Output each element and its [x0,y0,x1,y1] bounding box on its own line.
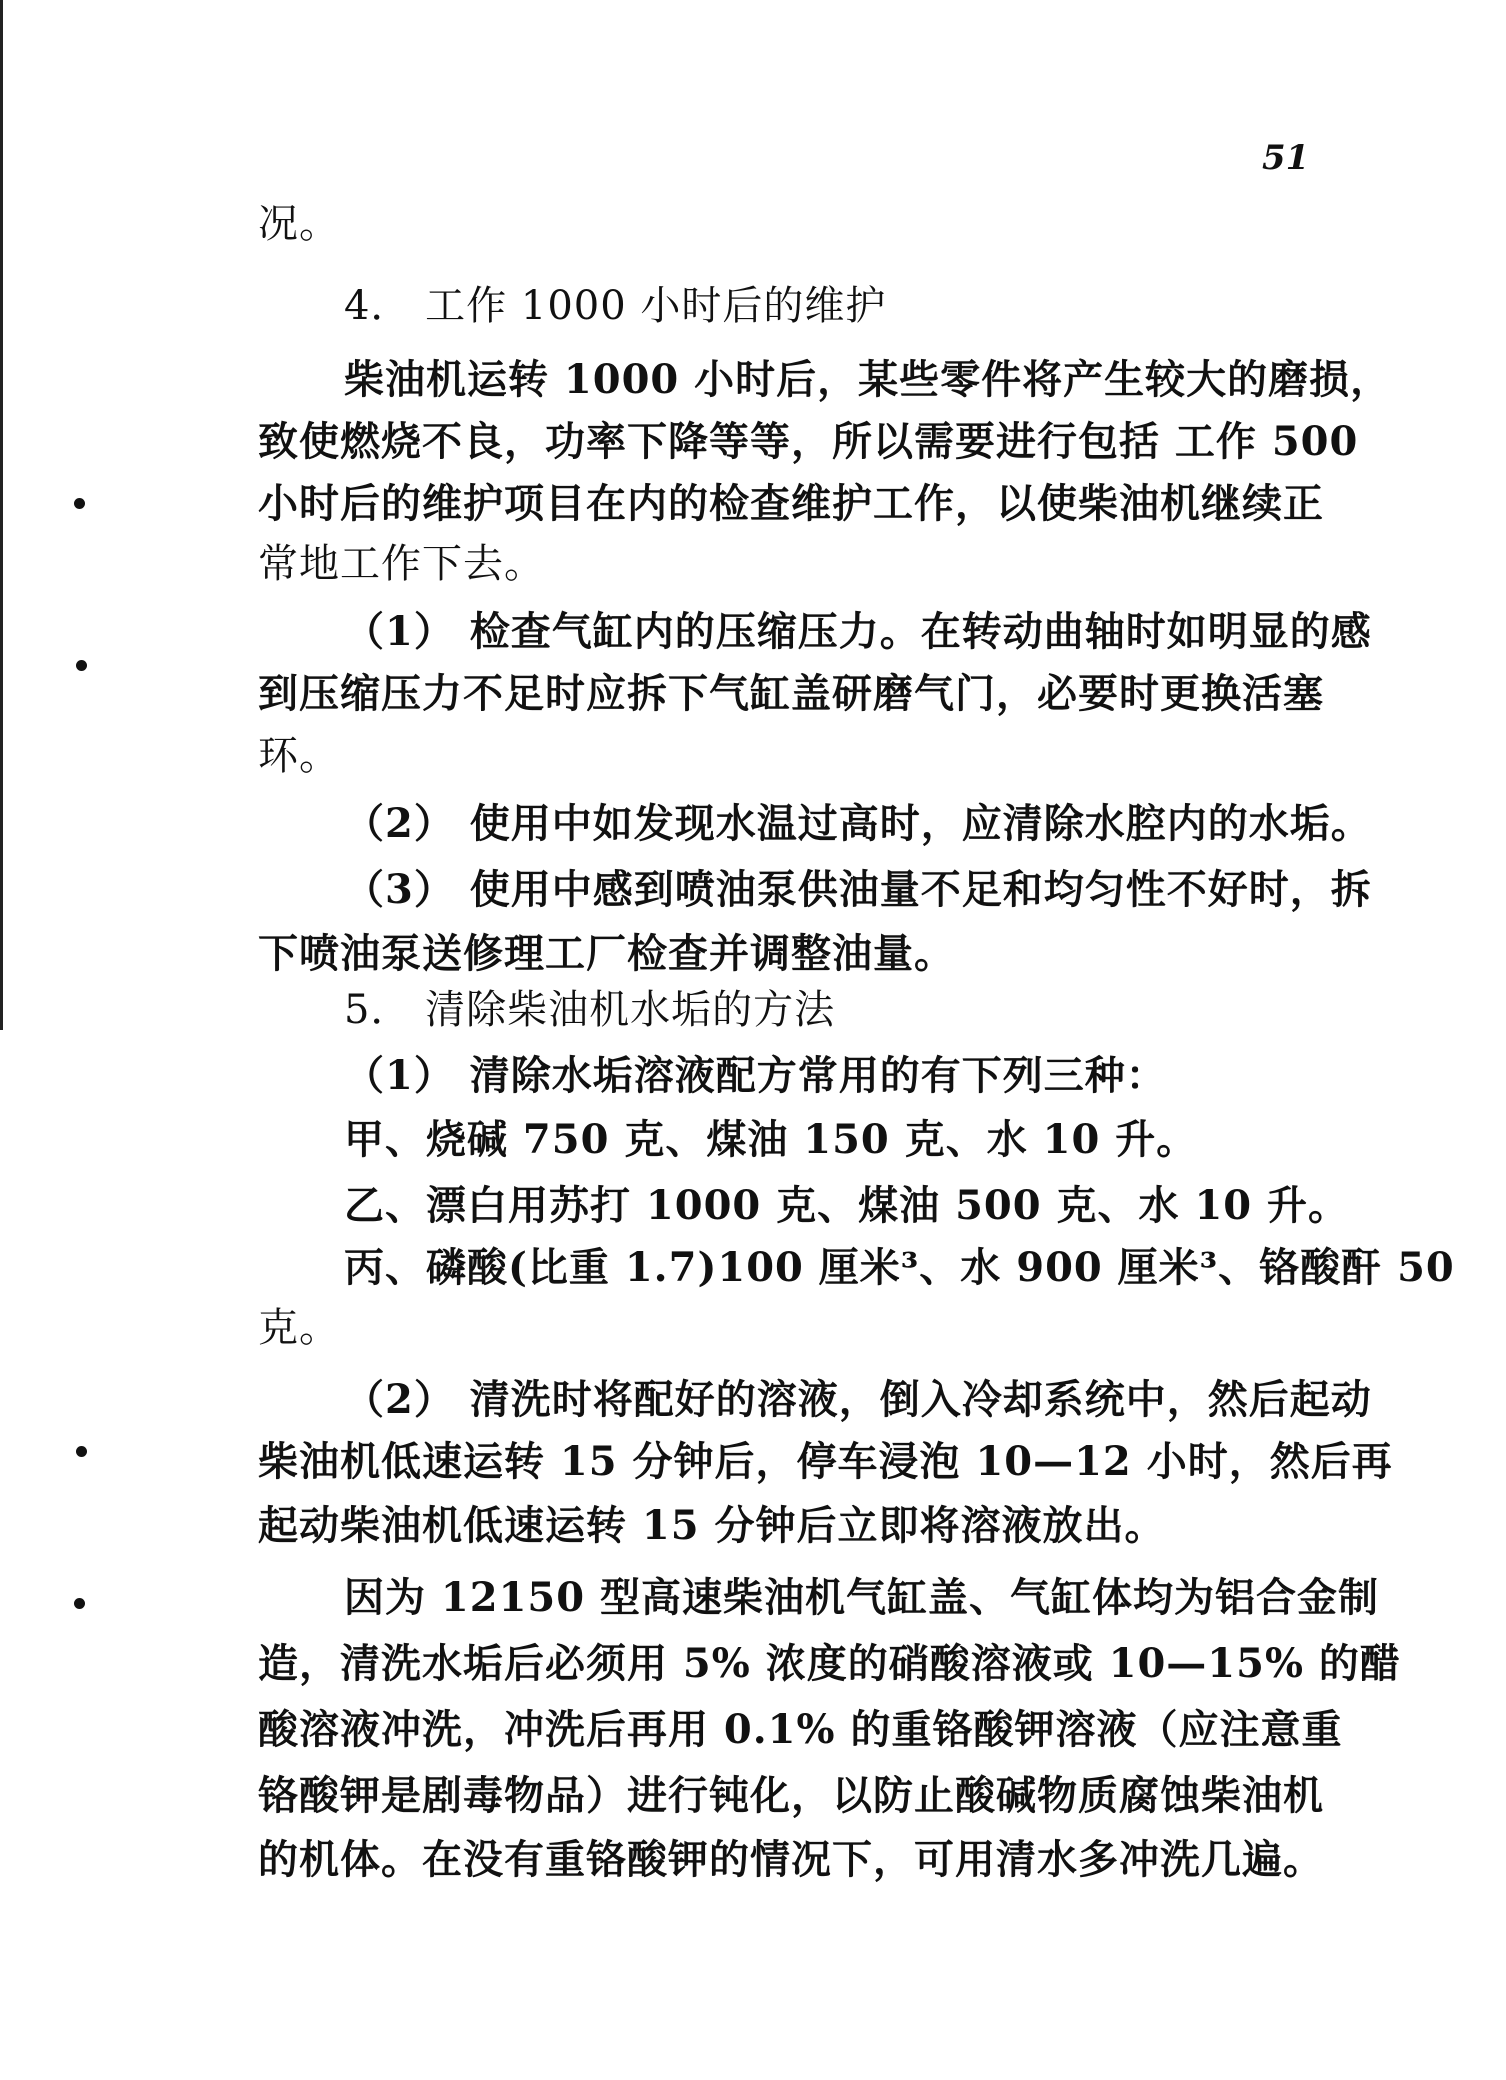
scan-speck [76,1446,87,1457]
text-line: 况。 [258,201,340,247]
text-line: （2） 清洗时将配好的溶液，倒入冷却系统中，然后起动 [344,1376,1372,1423]
page-number: 51 [1262,138,1310,178]
scan-speck [76,660,87,671]
text-line: 下喷油泵送修理工厂检查并调整油量。 [258,930,955,977]
text-line: （3） 使用中感到喷油泵供油量不足和均匀性不好时，拆 [344,866,1372,913]
text-line: 丙、磷酸(比重 1.7)100 厘米³、水 900 厘米³、铬酸酐 50 [344,1244,1455,1291]
text-line: （2） 使用中如发现水温过高时，应清除水腔内的水垢。 [344,800,1372,847]
text-line: 的机体。在没有重铬酸钾的情况下，可用清水多冲洗几遍。 [258,1836,1324,1883]
text-line: （1） 清除水垢溶液配方常用的有下列三种： [344,1052,1167,1099]
text-line: 酸溶液冲洗，冲洗后再用 0.1% 的重铬酸钾溶液（应注意重 [258,1706,1343,1753]
text-line: 柴油机运转 1000 小时后，某些零件将产生较大的磨损， [344,356,1392,403]
text-line: 乙、漂白用苏打 1000 克、煤油 500 克、水 10 升。 [344,1182,1350,1229]
text-line: （1） 检查气缸内的压缩压力。在转动曲轴时如明显的感 [344,608,1372,655]
page-edge-rule [0,0,3,1030]
text-line: 起动柴油机低速运转 15 分钟后立即将溶液放出。 [258,1502,1166,1549]
text-line: 小时后的维护项目在内的检查维护工作，以使柴油机继续正 [258,480,1324,527]
text-line: 柴油机低速运转 15 分钟后，停车浸泡 10—12 小时，然后再 [258,1438,1393,1485]
scan-speck [74,1598,85,1609]
text-line: 致使燃烧不良，功率下降等等，所以需要进行包括 工作 500 [258,418,1359,465]
section-heading: 4． 工作 1000 小时后的维护 [344,283,887,329]
text-line: 铬酸钾是剧毒物品）进行钝化，以防止酸碱物质腐蚀柴油机 [258,1772,1324,1819]
scan-speck [74,498,85,509]
text-line: 克。 [258,1305,340,1351]
text-line: 常地工作下去。 [258,541,545,587]
text-line: 环。 [258,733,340,779]
text-line: 造，清洗水垢后必须用 5% 浓度的硝酸溶液或 10—15% 的醋 [258,1640,1401,1687]
text-line: 甲、烧碱 750 克、煤油 150 克、水 10 升。 [344,1116,1198,1163]
text-line: 到压缩压力不足时应拆下气缸盖研磨气门，必要时更换活塞 [258,670,1324,717]
section-heading: 5． 清除柴油机水垢的方法 [344,987,836,1033]
text-line: 因为 12150 型高速柴油机气缸盖、气缸体均为铝合金制 [344,1574,1380,1621]
